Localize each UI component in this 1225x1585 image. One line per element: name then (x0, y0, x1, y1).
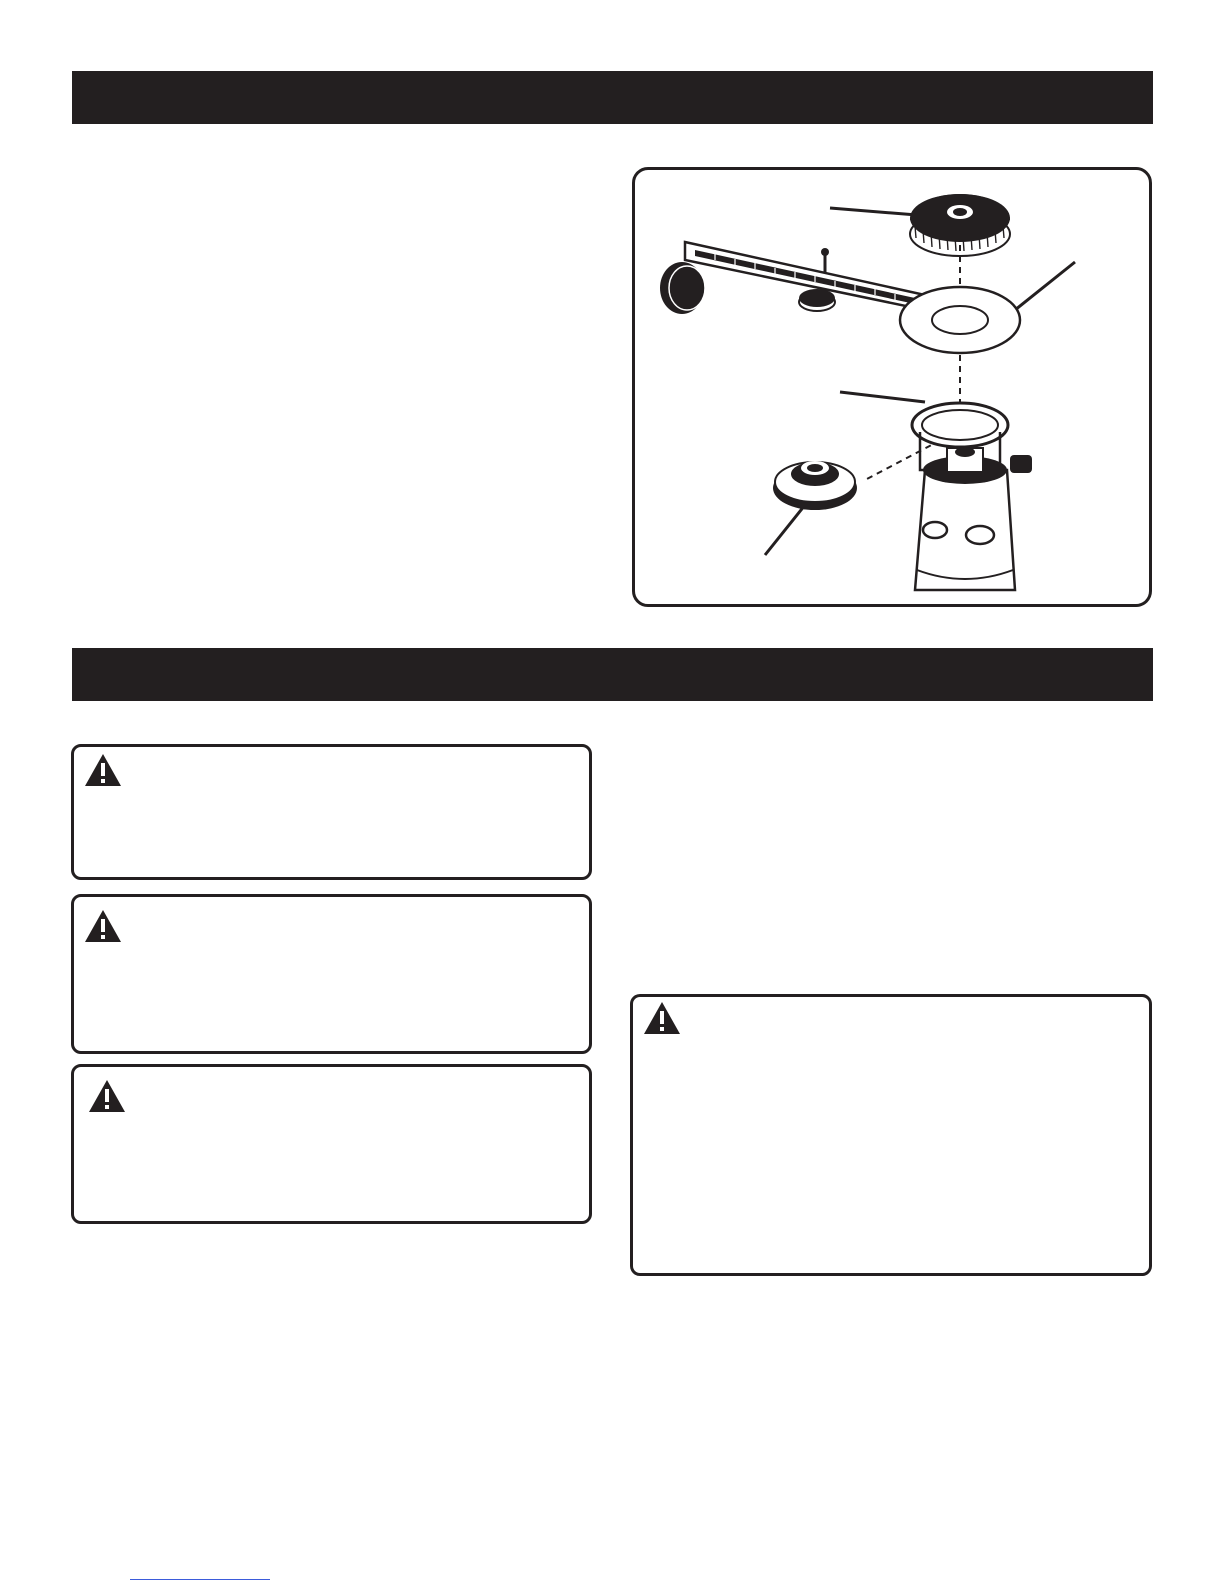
adapter-disc (773, 461, 857, 510)
footer-link-underline[interactable] (130, 1579, 270, 1580)
cutter-arm (660, 242, 1020, 353)
rotary-tool-body (915, 447, 1015, 590)
section-header-bar-operation (72, 648, 1153, 701)
warning-box-4 (630, 994, 1152, 1276)
warning-triangle-icon (643, 1001, 681, 1035)
assembly-figure (632, 167, 1152, 607)
warning-box-3 (71, 1064, 592, 1224)
warning-triangle-icon (84, 909, 122, 943)
section-header-bar-assembly (72, 71, 1153, 124)
warning-triangle-icon (88, 1079, 126, 1113)
circle-cutter-exploded-view (635, 170, 1152, 607)
warning-triangle-icon (84, 753, 122, 787)
warning-box-1 (71, 744, 592, 880)
warning-box-2 (71, 894, 592, 1054)
